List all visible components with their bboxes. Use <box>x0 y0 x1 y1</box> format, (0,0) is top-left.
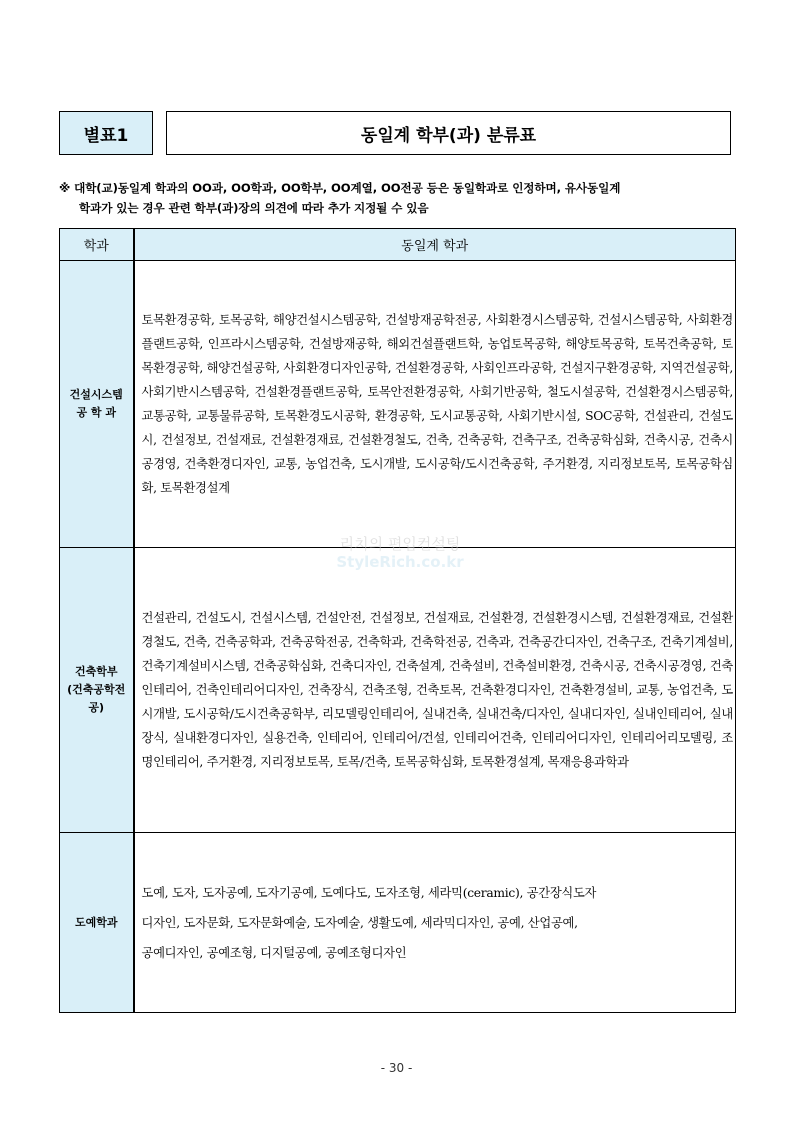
note-line-1: ※ 대학(교)동일계 학과의 OO과, OO학과, OO학부, OO계열, OO전공 등은 동일학과로 인정하며, 유사동일계 <box>59 181 621 195</box>
table-header-row <box>60 229 736 261</box>
category-cell <box>60 548 134 833</box>
related-departments-cell <box>134 833 736 1013</box>
table-row <box>60 261 736 548</box>
watermark-line-2: StyleRich.co.kr <box>336 553 464 571</box>
note-line-2: 학과가 있는 경우 관련 학부(과)장의 의견에 따라 추가 지정될 수 있음 <box>79 201 429 215</box>
category-name: 건설시스템 <box>69 388 123 401</box>
classification-table <box>59 228 736 1013</box>
watermark-line-1: 리치의 편입컨설팅 <box>339 535 461 553</box>
table-row <box>60 833 736 1013</box>
header-department: 학과 <box>60 229 134 261</box>
content-line: 디자인, 도자문화, 도자문화예술, 도자예술, 생활도예, 세라믹디자인, 공예, 산업공예, <box>141 915 578 930</box>
category-name: 건축학부 <box>74 665 118 678</box>
page-header <box>59 111 731 155</box>
category-name-suffix: (건축공학전공) <box>67 683 126 714</box>
page-number: - 30 - <box>380 1061 413 1075</box>
header-related-departments: 동일계 학과 <box>134 229 736 261</box>
content-line: 공예디자인, 공예조형, 디지털공예, 공예조형디자인 <box>141 945 407 960</box>
page-title: 동일계 학부(과) 분류표 <box>166 111 731 155</box>
note <box>59 178 731 218</box>
content-line: 도예, 도자, 도자공예, 도자기공예, 도예다도, 도자조형, 세라믹(ceramic), 공간장식도자 <box>141 885 597 900</box>
category-name-suffix: 공 학 과 <box>76 406 117 419</box>
category-cell <box>60 261 134 548</box>
category-name: 도예학과 <box>74 915 118 929</box>
table-row <box>60 548 736 833</box>
related-departments-cell: 토목환경공학, 토목공학, 해양건설시스템공학, 건설방재공학전공, 사회환경시스템공학, 건설시스템공학, 사회환경플랜트공학, 인프라시스템공학, 건설방재공학, 해외건설플랜트학, 농업토목공학, 해양토목공학, 토목건축공학, 토목환경공학, 해양건설공학, 사회환경디자인공학, 건설환경공학, 사회인프라공학, 건설지구환경공학, 지역건설공학, 사회기반시스템공학, 건설환경플랜트공학, 토목안전환경공학, 사회기반공학, 철도시설공학, 건설환경시스템공학, 교통공학, 교통물류공학, 토목환경도시공학, 환경공학, 도시교통공학, 사회기반시설, SOC공학, 건설관리, 건설도시, 건설정보, 건설재료, 건설환경재료, 건설환경철도, 건축, 건축공학, 건축구조, 건축공학심화, 건축시공, 건축시공경영, 건축환경디자인, 교통, 농업건축, 도시개발, 도시공학/도시건축공학, 주거환경, 지리정보토목, 토목공학심화, 토목환경설계 <box>134 261 736 548</box>
appendix-label: 별표1 <box>59 111 153 155</box>
related-departments-cell: 건설관리, 건설도시, 건설시스템, 건설안전, 건설정보, 건설재료, 건설환경, 건설환경시스템, 건설환경재료, 건설환경철도, 건축, 건축공학과, 건축공학전공, 건축학과, 건축학전공, 건축과, 건축공간디자인, 건축구조, 건축기계설비, 건축기계설비시스템, 건축공학심화, 건축디자인, 건축설계, 건축설비, 건축설비환경, 건축시공, 건축시공경영, 건축인테리어, 건축인테리어디자인, 건축장식, 건축조형, 건축토목, 건축환경디자인, 건축환경설비, 교통, 농업건축, 도시개발, 도시공학/도시건축공학부, 리모델링인테리어, 실내건축, 실내건축/디자인, 실내디자인, 실내인테리어, 실내장식, 실내환경디자인, 실용건축, 인테리어, 인테리어/건설, 인테리어건축, 인테리어디자인, 인테리어리모델링, 조명인테리어, 주거환경, 지리정보토목, 토목/건축, 토목공학심화, 토목환경설계, 목재응용과학과 <box>134 548 736 833</box>
category-cell <box>60 833 134 1013</box>
